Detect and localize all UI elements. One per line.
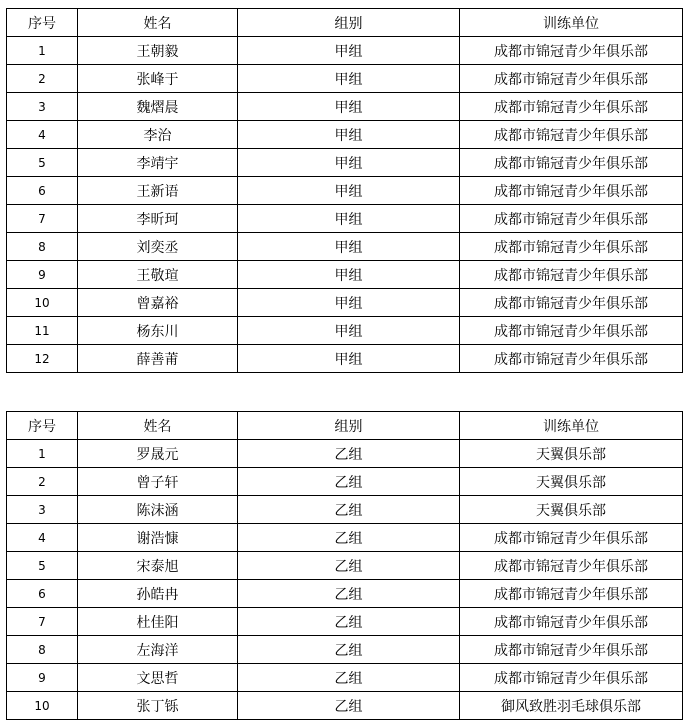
- cell-group: 甲组: [238, 93, 460, 121]
- table-row: [7, 93, 683, 121]
- cell-group: 甲组: [238, 37, 460, 65]
- cell-group: 乙组: [238, 664, 460, 692]
- cell-group: 甲组: [238, 65, 460, 93]
- cell-player-name: 李治: [78, 121, 238, 149]
- table-row: [7, 552, 683, 580]
- cell-index: 10: [7, 289, 78, 317]
- cell-index: 2: [7, 65, 78, 93]
- table-row: [7, 345, 683, 373]
- cell-index: 2: [7, 468, 78, 496]
- cell-group: 乙组: [238, 468, 460, 496]
- cell-group: 乙组: [238, 692, 460, 720]
- cell-index: 4: [7, 524, 78, 552]
- table-row: [7, 664, 683, 692]
- table-row: [7, 524, 683, 552]
- cell-player-name: 王朝毅: [78, 37, 238, 65]
- header-index: 序号: [7, 412, 78, 440]
- cell-player-name: 孙皓冉: [78, 580, 238, 608]
- cell-player-name: 文思哲: [78, 664, 238, 692]
- roster-table-group-b: [6, 411, 683, 720]
- cell-group: 甲组: [238, 261, 460, 289]
- cell-club: 成都市锦冠青少年俱乐部: [460, 664, 683, 692]
- table-row: [7, 65, 683, 93]
- cell-club: 天翼俱乐部: [460, 468, 683, 496]
- cell-club: 成都市锦冠青少年俱乐部: [460, 552, 683, 580]
- cell-group: 乙组: [238, 524, 460, 552]
- cell-group: 乙组: [238, 636, 460, 664]
- cell-player-name: 陈沫涵: [78, 496, 238, 524]
- cell-player-name: 杜佳阳: [78, 608, 238, 636]
- cell-club: 成都市锦冠青少年俱乐部: [460, 608, 683, 636]
- cell-group: 乙组: [238, 496, 460, 524]
- cell-club: 成都市锦冠青少年俱乐部: [460, 289, 683, 317]
- cell-player-name: 魏熠晨: [78, 93, 238, 121]
- cell-player-name: 罗晟元: [78, 440, 238, 468]
- header-group: 组别: [238, 412, 460, 440]
- cell-player-name: 李昕珂: [78, 205, 238, 233]
- cell-player-name: 曾嘉裕: [78, 289, 238, 317]
- cell-player-name: 李靖宇: [78, 149, 238, 177]
- header-name: 姓名: [78, 9, 238, 37]
- cell-index: 6: [7, 580, 78, 608]
- table-header-row: [7, 412, 683, 440]
- cell-club: 成都市锦冠青少年俱乐部: [460, 317, 683, 345]
- table-row: [7, 440, 683, 468]
- table-row: [7, 636, 683, 664]
- cell-club: 天翼俱乐部: [460, 496, 683, 524]
- cell-group: 甲组: [238, 149, 460, 177]
- cell-index: 8: [7, 233, 78, 261]
- cell-club: 成都市锦冠青少年俱乐部: [460, 345, 683, 373]
- cell-player-name: 谢浩慷: [78, 524, 238, 552]
- cell-index: 7: [7, 608, 78, 636]
- cell-index: 3: [7, 496, 78, 524]
- cell-index: 4: [7, 121, 78, 149]
- cell-group: 甲组: [238, 177, 460, 205]
- table-header-row: [7, 9, 683, 37]
- roster-table-group-a: [6, 8, 683, 373]
- cell-club: 天翼俱乐部: [460, 440, 683, 468]
- header-club: 训练单位: [460, 412, 683, 440]
- table-row: [7, 121, 683, 149]
- table-row: [7, 496, 683, 524]
- cell-index: 11: [7, 317, 78, 345]
- cell-group: 乙组: [238, 580, 460, 608]
- cell-group: 甲组: [238, 345, 460, 373]
- cell-club: 成都市锦冠青少年俱乐部: [460, 121, 683, 149]
- header-club: 训练单位: [460, 9, 683, 37]
- cell-club: 成都市锦冠青少年俱乐部: [460, 205, 683, 233]
- cell-index: 9: [7, 664, 78, 692]
- cell-group: 甲组: [238, 289, 460, 317]
- cell-index: 9: [7, 261, 78, 289]
- table-row: [7, 608, 683, 636]
- table-row: [7, 580, 683, 608]
- cell-player-name: 宋泰旭: [78, 552, 238, 580]
- table-row: [7, 205, 683, 233]
- cell-club: 成都市锦冠青少年俱乐部: [460, 580, 683, 608]
- cell-player-name: 王新语: [78, 177, 238, 205]
- cell-index: 1: [7, 37, 78, 65]
- cell-index: 10: [7, 692, 78, 720]
- cell-player-name: 左海洋: [78, 636, 238, 664]
- cell-group: 甲组: [238, 121, 460, 149]
- cell-index: 1: [7, 440, 78, 468]
- roster-body-group-b: [7, 440, 683, 720]
- table-row: [7, 692, 683, 720]
- cell-player-name: 薛善莆: [78, 345, 238, 373]
- cell-index: 5: [7, 149, 78, 177]
- cell-group: 甲组: [238, 233, 460, 261]
- cell-club: 成都市锦冠青少年俱乐部: [460, 261, 683, 289]
- table-row: [7, 233, 683, 261]
- cell-group: 乙组: [238, 608, 460, 636]
- cell-index: 5: [7, 552, 78, 580]
- roster-body-group-a: [7, 37, 683, 373]
- cell-group: 乙组: [238, 440, 460, 468]
- cell-index: 7: [7, 205, 78, 233]
- cell-index: 3: [7, 93, 78, 121]
- header-index: 序号: [7, 9, 78, 37]
- cell-player-name: 张峰于: [78, 65, 238, 93]
- cell-club: 御风致胜羽毛球俱乐部: [460, 692, 683, 720]
- cell-club: 成都市锦冠青少年俱乐部: [460, 149, 683, 177]
- header-group: 组别: [238, 9, 460, 37]
- cell-player-name: 杨东川: [78, 317, 238, 345]
- cell-club: 成都市锦冠青少年俱乐部: [460, 233, 683, 261]
- cell-club: 成都市锦冠青少年俱乐部: [460, 636, 683, 664]
- table-row: [7, 261, 683, 289]
- cell-club: 成都市锦冠青少年俱乐部: [460, 524, 683, 552]
- cell-group: 甲组: [238, 317, 460, 345]
- cell-club: 成都市锦冠青少年俱乐部: [460, 65, 683, 93]
- table-row: [7, 289, 683, 317]
- cell-group: 甲组: [238, 205, 460, 233]
- cell-club: 成都市锦冠青少年俱乐部: [460, 177, 683, 205]
- table-row: [7, 177, 683, 205]
- cell-player-name: 刘奕丞: [78, 233, 238, 261]
- cell-club: 成都市锦冠青少年俱乐部: [460, 93, 683, 121]
- table-row: [7, 468, 683, 496]
- table-row: [7, 37, 683, 65]
- cell-index: 12: [7, 345, 78, 373]
- cell-player-name: 王敬瑄: [78, 261, 238, 289]
- header-name: 姓名: [78, 412, 238, 440]
- cell-group: 乙组: [238, 552, 460, 580]
- cell-player-name: 张丁铄: [78, 692, 238, 720]
- cell-index: 6: [7, 177, 78, 205]
- cell-player-name: 曾子轩: [78, 468, 238, 496]
- table-row: [7, 317, 683, 345]
- cell-index: 8: [7, 636, 78, 664]
- cell-club: 成都市锦冠青少年俱乐部: [460, 37, 683, 65]
- table-row: [7, 149, 683, 177]
